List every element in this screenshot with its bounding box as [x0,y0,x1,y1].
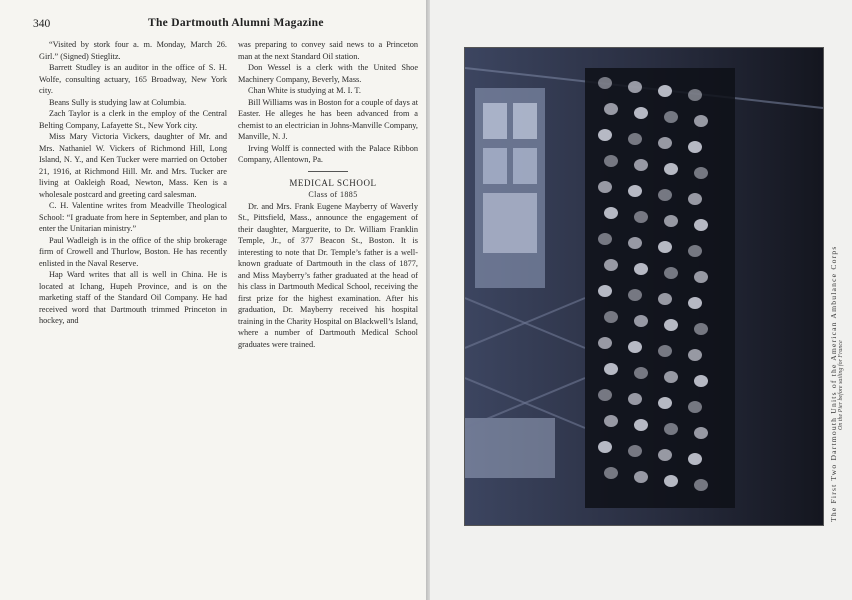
face [598,285,612,297]
face [634,315,648,327]
face [634,107,648,119]
photograph-image [465,48,823,525]
face [628,81,642,93]
face [694,479,708,491]
paragraph: Miss Mary Victoria Vickers, daughter of Mr. and Mrs. Nathaniel W. Vickers of Richmond Hill, Long Island, N. Y., and Ken Tucker were married on October 21, 1916, at Richmond Hill. Mr. and Mrs. Tucker are living at Oakleigh Road, Newton, Mass. Ken is a wholesale postcard and greeting card salesman. [39,132,227,199]
face [628,289,642,301]
face [604,207,618,219]
face [598,389,612,401]
face [688,349,702,361]
paragraph: Bill Williams was in Boston for a couple of days at Easter. He alleges he has been advanced from a chemist to an electrician in Johns-Manville Company, Manville, N. J. [238,97,418,141]
photo-caption: The First Two Dartmouth Units of the American Ambulance Corps [829,245,838,522]
face [688,453,702,465]
face [694,271,708,283]
face [694,115,708,127]
paragraph: C. H. Valentine writes from Meadville Theological School: “I graduate from here in September, and plan to enter the Unitarian ministry.” [39,201,227,233]
face [664,267,678,279]
face [598,181,612,193]
face [634,419,648,431]
face [604,415,618,427]
face [688,193,702,205]
face [664,423,678,435]
face [634,159,648,171]
paragraph: “Visited by stork four a. m. Monday, March 26. Girl.” (Signed) Stieglitz. [39,40,227,61]
face [694,167,708,179]
face [694,219,708,231]
face [604,311,618,323]
face [664,111,678,123]
section-divider [308,171,348,172]
face [628,237,642,249]
face [658,345,672,357]
face [688,401,702,413]
group-photograph [464,47,824,526]
face [598,77,612,89]
continued-paragraph: was preparing to convey said news to a Princeton man at the next Standard Oil station. [238,40,418,61]
face [688,89,702,101]
face [658,85,672,97]
face [658,241,672,253]
face [688,245,702,257]
face [634,263,648,275]
paragraph: Dr. and Mrs. Frank Eugene Mayberry of Waverly St., Pittsfield, Mass., announce the engagement of their daughter, Marguerite, to Dr. William Franklin Temple, Jr., of 377 Beacon St., Boston. It is interesting to note that Dr. Temple’s father is a well-known graduate of Dartmouth in the class of 1877, and Miss Mayberry’s father graduated at the head of his class in Dartmouth Medical School, receiving the first prize for the highest examination. After his graduation, Dr. Mayberry received his hospital training in the Charity Hospital on Blackwell’s Island, where a number of Dartmouth Medical School graduates were trained. [238,201,418,349]
paragraph: Chan White is studying at M. I. T. [248,86,361,95]
face [598,129,612,141]
right-column [238,39,418,350]
face [604,155,618,167]
face [634,471,648,483]
face [628,133,642,145]
left-column [39,39,227,327]
face [598,233,612,245]
paragraph: Hap Ward writes that all is well in China. He is located at Ichang, Hupeh Province, and is on the marketing staff of the Standard Oil Company. He had received word that Dartmouth trimmed Princeton in hockey, and [39,270,227,325]
face [664,215,678,227]
face [664,163,678,175]
face [604,467,618,479]
face [664,475,678,487]
paragraph: Beans Sully is studying law at Columbia. [49,97,187,107]
face [634,211,648,223]
face [604,103,618,115]
paragraph: Irving Wolff is connected with the Palace Ribbon Company, Allentown, Pa. [238,143,418,164]
face [604,259,618,271]
face [628,393,642,405]
face [658,189,672,201]
face [664,371,678,383]
face [658,397,672,409]
face [694,375,708,387]
face [598,441,612,453]
paragraph: Barrett Studley is an auditor in the office of S. H. Wolfe, consulting actuary, 165 Broadway, New York city. [39,63,227,95]
face [658,137,672,149]
section-subtitle: Class of 1885 [308,190,358,199]
face [628,185,642,197]
face [628,445,642,457]
face [634,367,648,379]
running-title: The Dartmouth Alumni Magazine [148,17,324,29]
face [658,293,672,305]
photo-subcaption: On the Pier before sailing for France [838,340,844,430]
face [664,319,678,331]
face [688,141,702,153]
face [628,341,642,353]
face [604,363,618,375]
page-number: 340 [33,18,51,30]
face [694,427,708,439]
face [658,449,672,461]
face [694,323,708,335]
paragraph: Zach Taylor is a clerk in the employ of the Central Belting Company, Lafayette St., New York city. [39,109,227,130]
paragraph: Don Wessel is a clerk with the United Shoe Machinery Company, Beverly, Mass. [238,63,418,84]
section-title: MEDICAL SCHOOL [289,177,377,188]
face [688,297,702,309]
paragraph: Paul Wadleigh is in the office of the ship brokerage firm of Crowell and Thurlow, Boston. He has recently enlisted in the Naval Reserve. [39,235,227,268]
face [598,337,612,349]
